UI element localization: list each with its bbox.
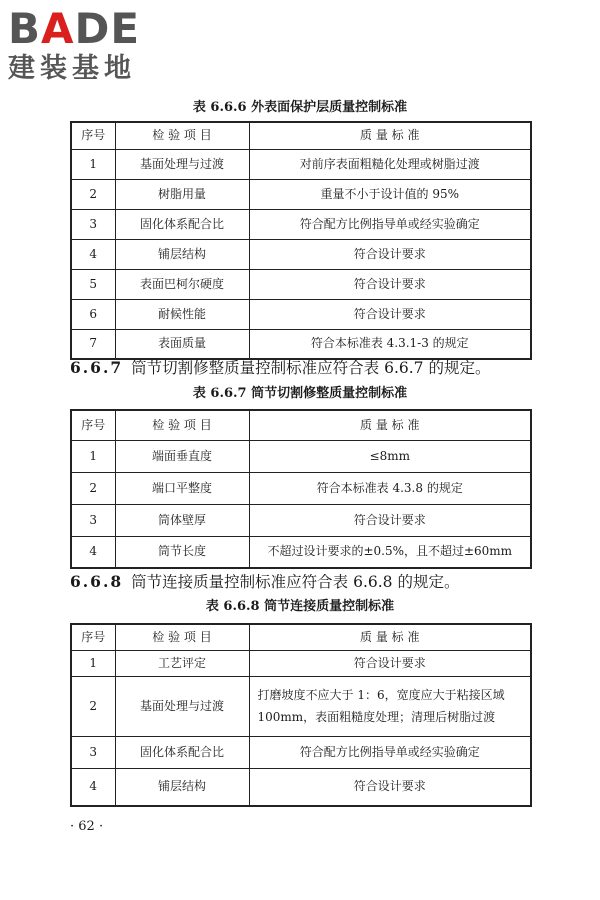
cell-standard: 符合设计要求	[249, 269, 531, 299]
cell-standard: 符合设计要求	[249, 768, 531, 806]
cell-standard: 不超过设计要求的±0.5%，且不超过±60mm	[249, 536, 531, 568]
cell-standard: 符合配方比例指导单或经实验确定	[249, 209, 531, 239]
table-row	[71, 329, 531, 359]
table-row	[71, 472, 531, 504]
clause-text: 筒节切割修整质量控制标准应符合表 6.6.7 的规定。	[131, 359, 491, 377]
cell-standard: 符合设计要求	[249, 650, 531, 676]
cell-item: 表面质量	[115, 329, 249, 359]
table-row	[71, 768, 531, 806]
header-cell-item: 检 验 项 目	[115, 624, 249, 650]
cell-seq: 2	[71, 676, 115, 736]
cell-seq: 1	[71, 650, 115, 676]
cell-standard: 符合本标准表 4.3.8 的规定	[249, 472, 531, 504]
table-row	[71, 149, 531, 179]
cell-item: 工艺评定	[115, 650, 249, 676]
table-row	[71, 650, 531, 676]
table-6-6-7	[70, 409, 532, 569]
cell-seq: 2	[71, 179, 115, 209]
cell-item: 固化体系配合比	[115, 209, 249, 239]
cell-standard: 符合设计要求	[249, 299, 531, 329]
header-cell-standard: 质 量 标 准	[249, 624, 531, 650]
logo-subtitle: 建装基地	[8, 53, 136, 84]
clause-6-6-7	[70, 358, 490, 378]
cell-standard: 对前序表面粗糙化处理或树脂过渡	[249, 149, 531, 179]
cell-standard: 符合设计要求	[249, 504, 531, 536]
cell-seq: 3	[71, 209, 115, 239]
table-header-row	[71, 122, 531, 149]
table-row	[71, 179, 531, 209]
cell-item: 树脂用量	[115, 179, 249, 209]
cell-seq: 3	[71, 504, 115, 536]
cell-standard: 符合本标准表 4.3.1-3 的规定	[249, 329, 531, 359]
cell-standard: 符合配方比例指导单或经实验确定	[249, 736, 531, 768]
header-cell-standard: 质 量 标 准	[249, 122, 531, 149]
cell-seq: 1	[71, 149, 115, 179]
cell-seq: 4	[71, 536, 115, 568]
clause-text: 筒节连接质量控制标准应符合表 6.6.8 的规定。	[131, 573, 460, 591]
clause-6-6-8	[70, 572, 459, 592]
clause-number: 6.6.7	[70, 358, 124, 377]
cell-item: 筒节长度	[115, 536, 249, 568]
cell-seq: 2	[71, 472, 115, 504]
cell-seq: 4	[71, 768, 115, 806]
table-6-6-7-caption: 表 6.6.7 筒节切割修整质量控制标准	[192, 386, 408, 401]
table-row	[71, 504, 531, 536]
table-row	[71, 209, 531, 239]
table-row	[71, 536, 531, 568]
cell-seq: 7	[71, 329, 115, 359]
table-row	[71, 676, 531, 736]
cell-seq: 5	[71, 269, 115, 299]
cell-item: 基面处理与过渡	[115, 676, 249, 736]
table-row	[71, 299, 531, 329]
cell-item: 端口平整度	[115, 472, 249, 504]
table-header-row	[71, 624, 531, 650]
header-cell-seq: 序号	[71, 624, 115, 650]
cell-seq: 6	[71, 299, 115, 329]
table-6-6-8-caption: 表 6.6.8 筒节连接质量控制标准	[205, 599, 395, 614]
header-cell-seq: 序号	[71, 122, 115, 149]
table-header-row	[71, 410, 531, 440]
table-6-6-6-caption: 表 6.6.6 外表面保护层质量控制标准	[192, 100, 408, 115]
cell-standard: 打磨坡度不应大于 1：6，宽度应大于粘接区域 100mm，表面粗糙度处理；清理后树脂过渡	[249, 676, 531, 736]
cell-standard: 符合设计要求	[249, 239, 531, 269]
table-row	[71, 736, 531, 768]
header-cell-standard: 质 量 标 准	[249, 410, 531, 440]
clause-number: 6.6.8	[70, 572, 124, 591]
cell-standard: 重量不小于设计值的 95%	[249, 179, 531, 209]
cell-item: 端面垂直度	[115, 440, 249, 472]
header-cell-item: 检 验 项 目	[115, 122, 249, 149]
table-row	[71, 239, 531, 269]
table-6-6-6	[70, 121, 532, 360]
cell-item: 固化体系配合比	[115, 736, 249, 768]
table-row	[71, 440, 531, 472]
page-number: · 62 ·	[70, 819, 104, 834]
table-6-6-8	[70, 623, 532, 807]
table-row	[71, 269, 531, 299]
header-cell-item: 检 验 项 目	[115, 410, 249, 440]
cell-seq: 3	[71, 736, 115, 768]
cell-item: 筒体壁厚	[115, 504, 249, 536]
cell-item: 表面巴柯尔硬度	[115, 269, 249, 299]
cell-item: 耐候性能	[115, 299, 249, 329]
cell-item: 铺层结构	[115, 239, 249, 269]
cell-seq: 1	[71, 440, 115, 472]
logo-wordmark: BADE	[8, 4, 141, 53]
cell-item: 基面处理与过渡	[115, 149, 249, 179]
cell-seq: 4	[71, 239, 115, 269]
cell-item: 铺层结构	[115, 768, 249, 806]
bade-logo	[8, 6, 178, 90]
header-cell-seq: 序号	[71, 410, 115, 440]
cell-standard: ≤8mm	[249, 440, 531, 472]
